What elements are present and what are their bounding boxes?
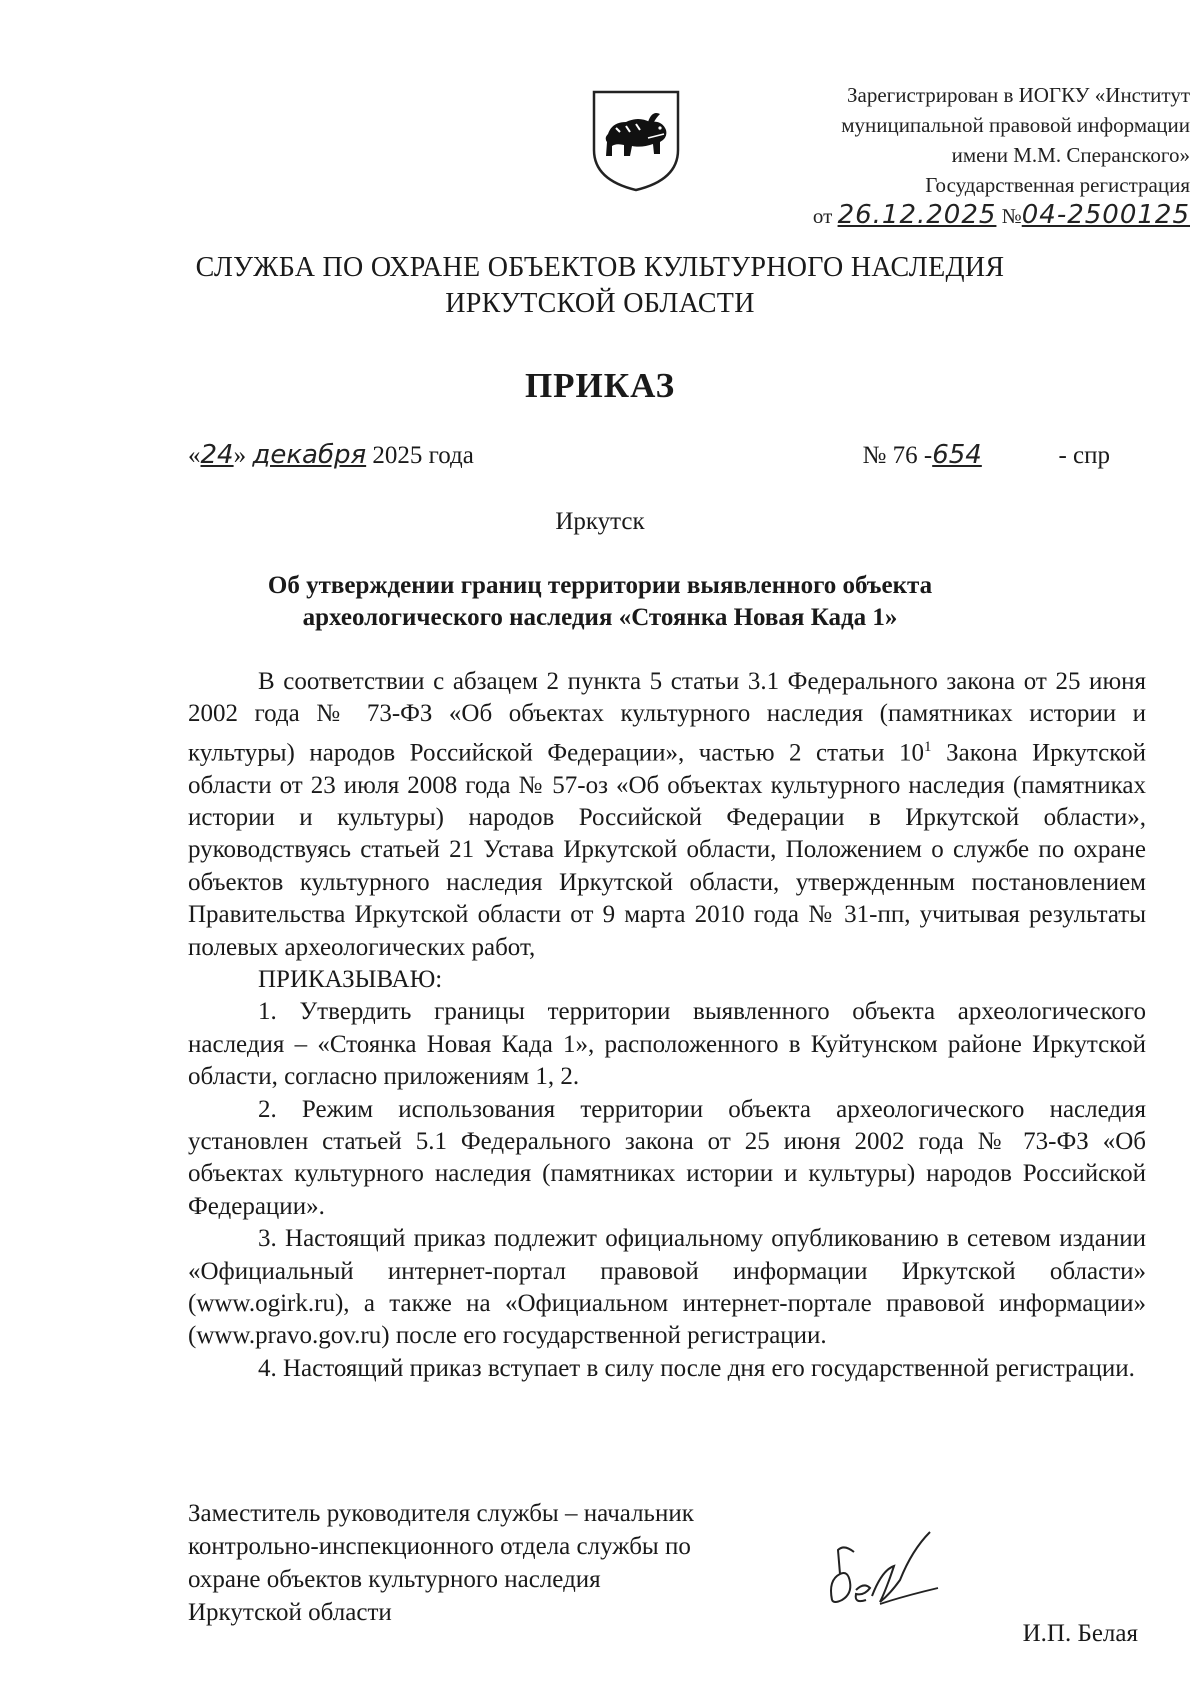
registration-stamp — [720, 80, 1190, 231]
document-type-title: ПРИКАЗ — [524, 366, 676, 405]
handwritten-signature-icon — [820, 1530, 950, 1635]
order-subject — [0, 570, 1200, 634]
preamble-paragraph — [188, 666, 1146, 964]
date-day: 24 — [200, 440, 234, 470]
date-open-quote: « — [188, 442, 201, 469]
registration-line-1: Зарегистрирован в ИОГКУ «Институт — [846, 83, 1190, 107]
order-date — [188, 440, 474, 470]
order-item-4: 4. Настоящий приказ вступает в силу после дня его государственной регистрации. — [258, 1354, 1135, 1382]
order-item-3: 3. Настоящий приказ подлежит официальному опубликованию в сетевом издании «Официальный интернет-портал правовой информации Иркутской области» (www.ogirk.ru), а также на «Официальном интернет-портале правовой информации» (www.pravo.gov.ru) после его государственной регистрации. — [188, 1225, 1146, 1350]
preamble-text-1: В соответствии с абзацем 2 пункта 5 статьи 3.1 Федерального закона от 25 июня 2002 года № 73-ФЗ «Об объектах культурного наследия (памятниках истории и культуры) народов Российской Федерации», частью 2 статьи 10 — [188, 668, 1146, 767]
signatory-position-line-3: охране объектов культурного наследия — [188, 1566, 601, 1593]
order-item-2: 2. Режим использования территории объекта археологического наследия установлен статьей 5.1 Федерального закона от 25 июня 2002 года № 73-ФЗ «Об объектах культурного наследия (памятниках истории и культуры) народов Российской Федерации». — [188, 1095, 1146, 1220]
order-number-value: 654 — [932, 440, 982, 470]
subject-line-1: Об утверждении границ территории выявленного объекта — [267, 572, 933, 599]
agency-name-line-2: ИРКУТСКОЙ ОБЛАСТИ — [445, 288, 755, 319]
signatory-position — [188, 1497, 808, 1629]
signatory-position-line-1: Заместитель руководителя службы – начальник — [188, 1500, 694, 1527]
registration-line-4: Государственная регистрация — [925, 173, 1190, 197]
date-year: 2025 года — [372, 442, 474, 469]
order-body — [188, 666, 1146, 1385]
registration-line-2: муниципальной правовой информации — [841, 113, 1190, 137]
city: Иркутск — [555, 508, 645, 535]
preamble-superscript: 1 — [924, 738, 932, 755]
registration-number-prefix: № — [1001, 204, 1022, 228]
subject-line-2: археологического наследия «Стоянка Новая Када 1» — [302, 604, 898, 631]
date-close-quote: » — [233, 442, 247, 469]
signatory-position-line-4: Иркутской области — [188, 1599, 392, 1626]
preamble-text-2: Закона Иркутской области от 23 июля 2008 года № 57-оз «Об объектах культурного наследия (памятниках истории и культуры) народов Российской Федерации в Иркутской области», руководствуясь статьей 21 Устава Иркутской области, Положением о службе по охране объектов культурного наследия Иркутской области, утвержденным постановлением Правительства Иркутской области от 9 марта 2010 года № 31-пп, учитывая результаты полевых археологических работ, — [188, 739, 1146, 961]
registration-line-3: имени М.М. Сперанского» — [951, 143, 1190, 167]
signatory-name: И.П. Белая — [1022, 1620, 1138, 1647]
order-item-1: 1. Утвердить границы территории выявленного объекта археологического наследия – «Стоянка Новая Када 1», расположенного в Куйтунском районе Иркутской области, согласно приложениям 1, 2. — [188, 998, 1146, 1091]
registration-date-prefix: от — [812, 204, 833, 228]
date-month: декабря — [252, 440, 367, 470]
order-number-prefix: № 76 - — [862, 442, 933, 469]
agency-name — [0, 250, 1200, 322]
registration-number: 04-2500125 — [1021, 200, 1190, 230]
agency-name-line-1: СЛУЖБА ПО ОХРАНЕ ОБЪЕКТОВ КУЛЬТУРНОГО НАСЛЕДИЯ — [195, 252, 1005, 283]
registration-date-row — [720, 200, 1190, 231]
order-number — [863, 440, 1111, 470]
registration-date: 26.12.2025 — [837, 200, 997, 230]
signatory-position-line-2: контрольно-инспекционного отдела службы по — [188, 1533, 691, 1560]
order-word: ПРИКАЗЫВАЮ: — [258, 965, 443, 993]
irkutsk-coat-of-arms-icon — [590, 88, 682, 199]
order-number-suffix: - спр — [1058, 442, 1110, 469]
